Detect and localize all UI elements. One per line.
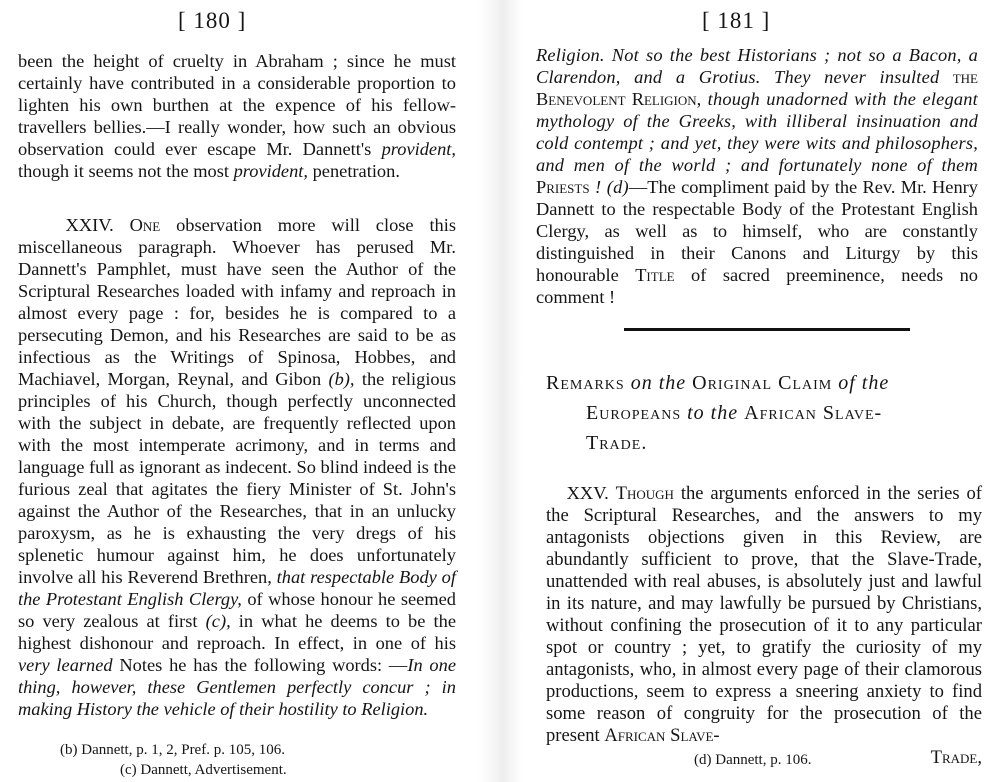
text-run: observation more will close this miscellaneous paragraph. Whoever has perused Mr. Dannett's Pamphlet, must have seen the Author of the Scriptural Researches loaded with infamy and reproach in almost every page : for, besides he is compared to a persecuting Demon, and his Researches are said to be as infectious as the Writings of Spinosa, Hobbes, and Machiavel, Morgan, Reynal, and Gibon — [18, 215, 457, 389]
section-divider — [624, 328, 910, 331]
text-run: Notes he has the following words: — — [112, 655, 408, 675]
heading-word: Original Claim — [692, 372, 833, 394]
footnotes-left — [60, 740, 460, 780]
footnote-ref-c: (c), — [205, 611, 231, 631]
text-run: in what he deems to be the highest dishonour and reproach. In effect, in one of his — [18, 611, 456, 653]
gutter — [478, 0, 522, 782]
heading-word: of the — [832, 372, 890, 394]
text-run: penetration. — [308, 161, 400, 181]
italic-quote: In one thing, however, these Gentlemen perfectly concur ; in making History the vehicle of their hostility to Religion. — [18, 655, 456, 719]
italic-run: provident, — [381, 139, 456, 159]
heading-word: on the — [624, 372, 693, 394]
catchword: Trade, — [930, 747, 982, 768]
paragraph-xxv — [546, 482, 982, 769]
heading-word: Europeans — [586, 402, 682, 424]
page-number-left: [ 180 ] — [178, 8, 247, 33]
footnote-ref-b: (b), — [328, 369, 355, 389]
text-run: the religious principles of his Church, though perfectly unconnected with the subject in debate, are frequently reflected upon with the most intemperate acrimony, and in terms and language full as ignorant as indecent. So blind indeed is the furious zeal that agitates the fiery Minister of St. John's against the Author of the Researches, that in an unlucky paroxysm, as he is exhausting the very dregs of his splenetic humour against him, he does unfortunately involve all his Reverend Brethren, — [18, 369, 456, 587]
lead-word: Though — [615, 483, 674, 504]
paragraph-continuation-right — [536, 44, 978, 308]
right-page — [524, 0, 1000, 782]
italic-run: Religion. Not so the best Historians ; not so a Bacon, a Clarendon, and a Grotius. They never insulted — [536, 45, 978, 87]
footnote-d: (d) Dannett, p. 106. — [694, 752, 812, 768]
left-page — [0, 0, 476, 782]
text-run: though it seems not the most — [18, 161, 229, 181]
heading-word: Trade. — [586, 432, 648, 454]
small-caps-run: the Benevolent Religion, — [536, 67, 978, 109]
heading-word: Remarks — [546, 372, 625, 394]
italic-run: that respectable Body of the Protestant English Clergy, — [18, 567, 456, 609]
text-run: —The compliment paid by the Rev. Mr. Henry Dannett to the respectable Body of the Protestant English Clergy, as well as to himself, who are constantly distinguished in their Canons and Liturgy by this honourable — [536, 177, 978, 285]
paragraph-xxiv — [18, 214, 456, 720]
footnote-ref-d: ! (d) — [589, 177, 629, 197]
footnote-b: (b) Dannett, p. 1, 2, Pref. p. 105, 106. — [60, 742, 285, 758]
italic-run: provident, — [233, 161, 308, 181]
text-run: of sacred preeminence, needs no comment ! — [536, 265, 978, 307]
text-run: been the height of cruelty in Abraham ; since he must certainly have contributed in a considerable proportion to lighten his own burthen at the expence of his fellow-travellers bellies.—I really wonder, how such an obvious observation could ever escape Mr. Dannett's — [18, 51, 456, 159]
page-number-right: [ 181 ] — [702, 8, 771, 33]
section-number: XXIV. — [65, 215, 114, 235]
italic-run: very learned — [18, 655, 113, 675]
paragraph-continuation — [18, 50, 456, 182]
footnote-c: (c) Dannett, Advertisement. — [120, 762, 287, 778]
text-run: the arguments enforced in the series of the Scriptural Researches, and the answers to my antagonists objections given in this Review, are abundantly sufficient to prove, that the Slave-Trade, unattended with real abuses, is absolutely just and lawful in its nature, and may lawfully be pursued by Christians, without confining the prosecution of it to any particular spot or country ; yet, to gratify the curiosity of my antagonists, who, in almost every page of their clamorous productions, seem to express a sneering anxiety to find some reason of congruity for the prosecution of the present — [546, 483, 982, 746]
section-number: XXV. — [566, 483, 609, 503]
italic-run: though unadorned with the elegant mythology of the Greeks, with illiberal insinuation and cold contempt ; and yet, they were wits and philosophers, and men of the world ; and fortunately none of them — [536, 89, 978, 175]
lead-word: One — [129, 215, 161, 235]
small-caps-run: African Slave- — [604, 725, 720, 746]
section-heading — [546, 368, 978, 458]
text-run: of whose honour he seemed so very zealous at first — [18, 589, 457, 631]
small-caps-run: Priests — [536, 177, 590, 197]
heading-word: African Slave- — [744, 402, 883, 424]
small-caps-run: Title — [635, 265, 675, 285]
heading-word: to the — [681, 402, 745, 424]
